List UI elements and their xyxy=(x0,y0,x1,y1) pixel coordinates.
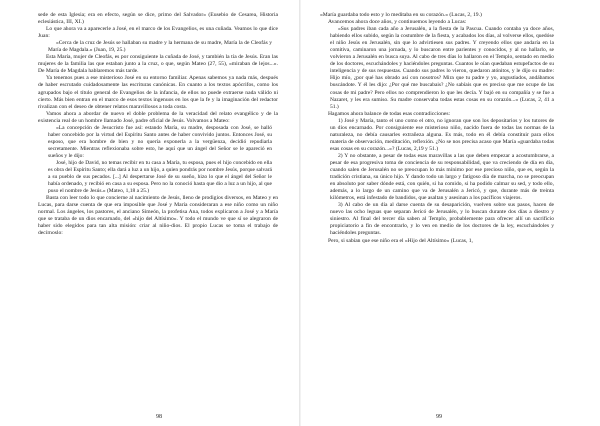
right-page xyxy=(300,0,600,426)
numbered-point: 2) Y no obstante, a pesar de todas esas maravillas a las que deben empezar a acostumbrarse, a pesar de esa progresiva toma de conciencia de su responsabilidad, que va creciendo de día en día, cuando salen de Jerusalén no se preocupan lo más mínimo por ese precioso niño, que es, según la tradición cristiana, su único hijo. Y dando todo un largo y fatigoso día de marcha, no se preocupan en absoluto por saber dónde está, con quién, si ha comido, si ha podido calmar su sed, y todo ello, además, a lo largo de un camino que va de Jerusalén a Jericó, y que, durante más de treinta kilómetros, está infestado de bandidos, que asaltan y asesinan a los pacíficos viajeros. xyxy=(330,152,554,202)
paragraph: Hagamos ahora balance de todas esas contradicciones: xyxy=(328,110,451,117)
left-page-text xyxy=(38,12,278,404)
page-number: 98 xyxy=(156,414,162,420)
paragraph: Ya tenemos pues a ese misterioso José en su entorno familiar. Apenas sabemos ya nada más, después de haber escrutado cuidadosamente las escrituras canónicas. En cuanto a los textos apócrifos, como los agrupados bajo el título general de Evangelios de la infancia, de ellos no puede extraerse nada válido ni cierto. Más bien entran en el marco de esos textos ingenuos en los que la fe y la imaginación del redactor rivalizan con el deseo de obtener relatos maravillosos a toda costa. xyxy=(38,75,278,110)
paragraph: Avancemos ahora doce años, y continuemos leyendo a Lucas: xyxy=(328,19,467,26)
numbered-point: 1) José y María, tanto el uno como el otro, no ignoran que son los depositarios y los tutores de un dios encarnado. Por consiguiente ese misterioso niño, nacido fuera de todas las normas de la naturaleza, no debía causarles extrañeza alguna. Es más, todo en él debía constituir para ellos materia de observación, meditación, reflexión. ¿No se nos precisa acaso que María «guardaba todas esas cosas en su corazón...»? (Lucas, 2,19 y 51.) xyxy=(330,117,554,152)
paragraph: Pero, si sabían que ese niño era el «Hijo del Altísimo» (Lucas, 1, xyxy=(328,237,473,244)
paragraph: sede de esta Iglesia; era en efecto, según se dice, primo del Salvador» (Eusebio de Cesarea, Historia eclesiástica, III, XI.) xyxy=(38,12,278,26)
quote-paragraph: «La concepción de Jesucristo fue así: estando María, su madre, desposada con José, se halló haber concebido por la virtud del Espíritu Santo antes de haber convivido juntos. Entonces José, su esposo, que era hombre de bien y no quería exponerla a la vergüenza, decidió repudiarla secretamente. Mientras reflexionaba sobre esto, he aquí que un ángel del Señor se le apareció en sueños y le dijo: xyxy=(48,124,272,159)
paragraph: Lo que ahora va a aparecerle a José, en el marco de los Evangelios, es una cuñada. Veamos lo que dice Juan: xyxy=(38,26,278,40)
paragraph: Esta María, mujer de Cleofás, es por consiguiente la cuñada de José, y también la tía de Jesús. Eran las mujeres de la familia las que estaban junto a la cruz, o que, según Mateo (27, 55), «miraban de lejos...». De María de Magdala hablaremos más tarde. xyxy=(38,54,278,75)
right-page-text xyxy=(320,12,560,404)
quote-paragraph: José, hijo de David, no temas recibir en tu casa a María, tu esposa, pues el hijo concebido en ella es obra del Espíritu Santo; ella dará a luz a un hijo, a quien pondrás por nombre Jesús, porque salvará a su pueblo de sus pecados. [...] Al despertarse José de su sueño, hizo lo que el ángel del Señor le había ordenado, y recibió en casa a su esposa. Pero no la conoció hasta que dio a luz a un hijo, al que puso el nombre de Jesús.» (Mateo, 1,18 a 25.) xyxy=(48,159,272,195)
quote-paragraph: «Sus padres iban cada año a Jerusalén, a la fiesta de la Pascua. Cuando contaba ya doce años, habiendo ellos subido, según la costumbre de la fiesta, y acabados los días, al volverse ellos, quedóse el niño Jesús en Jerusalén, sin que lo advirtiesen sus padres. Y creyendo ellos que andaría en la comitiva, caminaron una jornada, y lo buscaron entre parientes y conocidos, y al no hallarlo, se volvieron a Jerusalén en busca suya. Al cabo de tres días lo hallaron en el Templo, sentado en medio de los doctores, escuchándoles y haciéndoles preguntas. Cuantos le oían quedaban estupefactos de su inteligencia y de sus respuestas. Cuando sus padres lo vieron, quedaron atónitos, y le dijo su madre: Hijo mío, ¿por qué has obrado así con nosotros? Mira que tu padre y yo, angustiados, andábamos buscándote. Y él les dijo: ¿Por qué me buscabais? ¿No sabíais que es preciso que me ocupe de las cosas de mi padre? Pero ellos no comprendieron lo que les decía. Y bajó en su compañía y se fue a Nazaret, y les era sumiso. Su madre conservaba todas estas cosas en su corazón...» (Lucas, 2, 41 a 51.) xyxy=(330,26,554,110)
quote-paragraph: «Cerca de la cruz de Jesús se hallaban su madre y la hermana de su madre, María la de Cleofás y María de Magdala.» (Juan, 19, 25.) xyxy=(48,40,272,54)
numbered-point: 3) Al cabo de un día al darse cuenta de su desaparición, vuelven sobre sus pasos, hacen de nuevo las ocho leguas que separan Jericó de Jerusalén, y lo buscan durante dos días a diestro y siniestro. Al final del tercer día saben al Templo, probablemente para ofrecer allí un sacrificio propiciatorio a fin de encontrarlo, y lo ven en medio de los doctores de la ley, escuchándoles y haciéndoles preguntas. xyxy=(330,202,554,237)
paragraph: Basta con leer todo lo que concierne al nacimiento de Jesús, lleno de prodigios diversos, en Mateo y en Lucas, para darse cuenta de que era imposible que José y María consideraran a ese niño como un niño normal. Los ángeles, los pastores, el anciano Simeón, la profetisa Ana, todos explicaron a José y a María que se trataba de un dios encarnado, del «hijo del Altísimo». Y todo el mundo ve que sí se alegraron de haber sido elegidos para tan alta misión: criar al niño-dios. El propio Lucas se toma el trabajo de decírnoslo: xyxy=(38,195,278,237)
page-number: 99 xyxy=(436,414,442,420)
paragraph: Vamos ahora a abordar de nuevo el doble problema de la veracidad del relato evangélico y de la existencia real de un hombre llamado José, padre oficial de Jesús. Volvamos a Mateo: xyxy=(38,110,278,124)
paragraph: «María guardaba todo esto y lo meditaba en su corazón.» (Lucas, 2, 19.) xyxy=(320,12,482,18)
